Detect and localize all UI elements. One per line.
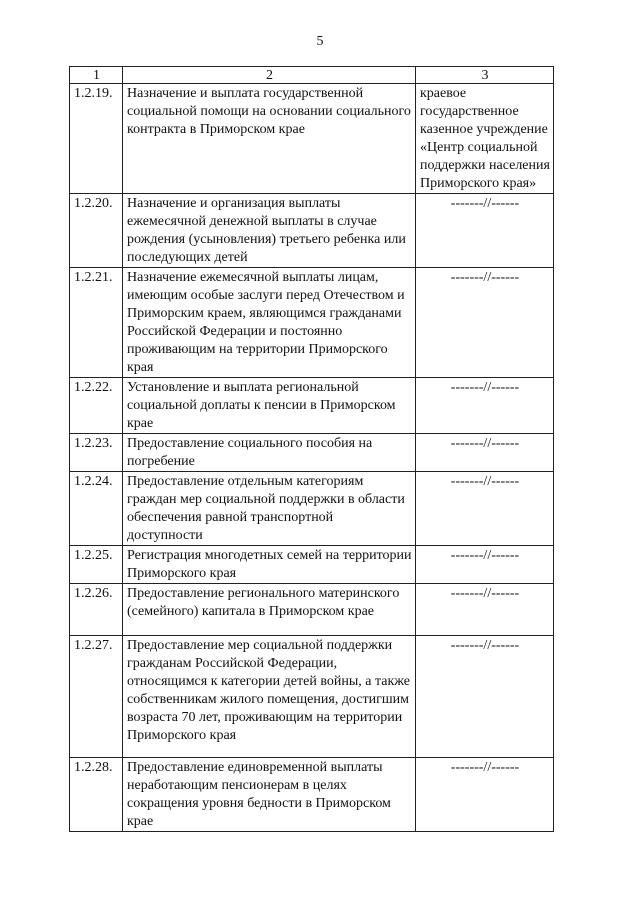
service-name: Предоставление мер социальной поддержки гражданам Российской Федерации, относящимся к категории детей войны, а также собственникам жилого помещения, достигшим возраста 70 лет, проживающим на территории Приморского края bbox=[123, 636, 416, 758]
service-name: Установление и выплата региональной социальной доплаты к пенсии в Приморском крае bbox=[123, 378, 416, 434]
table-row bbox=[70, 378, 554, 434]
row-number: 1.2.24. bbox=[70, 472, 123, 546]
table-row bbox=[70, 434, 554, 472]
ditto-mark: -------//------ bbox=[416, 636, 554, 758]
row-number: 1.2.21. bbox=[70, 268, 123, 378]
table-row bbox=[70, 472, 554, 546]
responsible-organization: краевое государственное казенное учреждение «Центр социальной поддержки населения Приморского края» bbox=[416, 84, 554, 194]
page-number: 5 bbox=[316, 34, 324, 49]
row-number: 1.2.23. bbox=[70, 434, 123, 472]
row-number: 1.2.28. bbox=[70, 758, 123, 832]
service-name: Предоставление регионального материнского (семейного) капитала в Приморском крае bbox=[123, 584, 416, 636]
ditto-mark: -------//------ bbox=[416, 434, 554, 472]
service-name: Назначение и выплата государственной социальной помощи на основании социального контракта в Приморском крае bbox=[123, 84, 416, 194]
service-name: Назначение и организация выплаты ежемесячной денежной выплаты в случае рождения (усыновления) третьего ребенка или последующих детей bbox=[123, 194, 416, 268]
service-name: Предоставление единовременной выплаты неработающим пенсионерам в целях сокращения уровня бедности в Приморском крае bbox=[123, 758, 416, 832]
row-number: 1.2.22. bbox=[70, 378, 123, 434]
row-number: 1.2.27. bbox=[70, 636, 123, 758]
table-row bbox=[70, 84, 554, 194]
ditto-mark: -------//------ bbox=[416, 546, 554, 584]
ditto-mark: -------//------ bbox=[416, 584, 554, 636]
row-number: 1.2.25. bbox=[70, 546, 123, 584]
ditto-mark: -------//------ bbox=[416, 472, 554, 546]
service-name: Назначение ежемесячной выплаты лицам, имеющим особые заслуги перед Отечеством и Приморским краем, являющимся гражданами Российской Федерации и постоянно проживающим на территории Приморского края bbox=[123, 268, 416, 378]
services-table bbox=[69, 66, 554, 832]
ditto-mark: -------//------ bbox=[416, 758, 554, 832]
row-number: 1.2.26. bbox=[70, 584, 123, 636]
table-row bbox=[70, 636, 554, 758]
row-number: 1.2.19. bbox=[70, 84, 123, 194]
table-row bbox=[70, 584, 554, 636]
service-name: Регистрация многодетных семей на территории Приморского края bbox=[123, 546, 416, 584]
table-row bbox=[70, 758, 554, 832]
ditto-mark: -------//------ bbox=[416, 378, 554, 434]
service-name: Предоставление отдельным категориям граждан мер социальной поддержки в области обеспечения равной транспортной доступности bbox=[123, 472, 416, 546]
table-row bbox=[70, 546, 554, 584]
column-header-2: 2 bbox=[123, 67, 416, 84]
column-header-1: 1 bbox=[70, 67, 123, 84]
service-name: Предоставление социального пособия на погребение bbox=[123, 434, 416, 472]
ditto-mark: -------//------ bbox=[416, 268, 554, 378]
ditto-mark: -------//------ bbox=[416, 194, 554, 268]
table-row bbox=[70, 194, 554, 268]
table-row bbox=[70, 268, 554, 378]
column-header-3: 3 bbox=[416, 67, 554, 84]
row-number: 1.2.20. bbox=[70, 194, 123, 268]
table-header-row bbox=[70, 67, 554, 84]
